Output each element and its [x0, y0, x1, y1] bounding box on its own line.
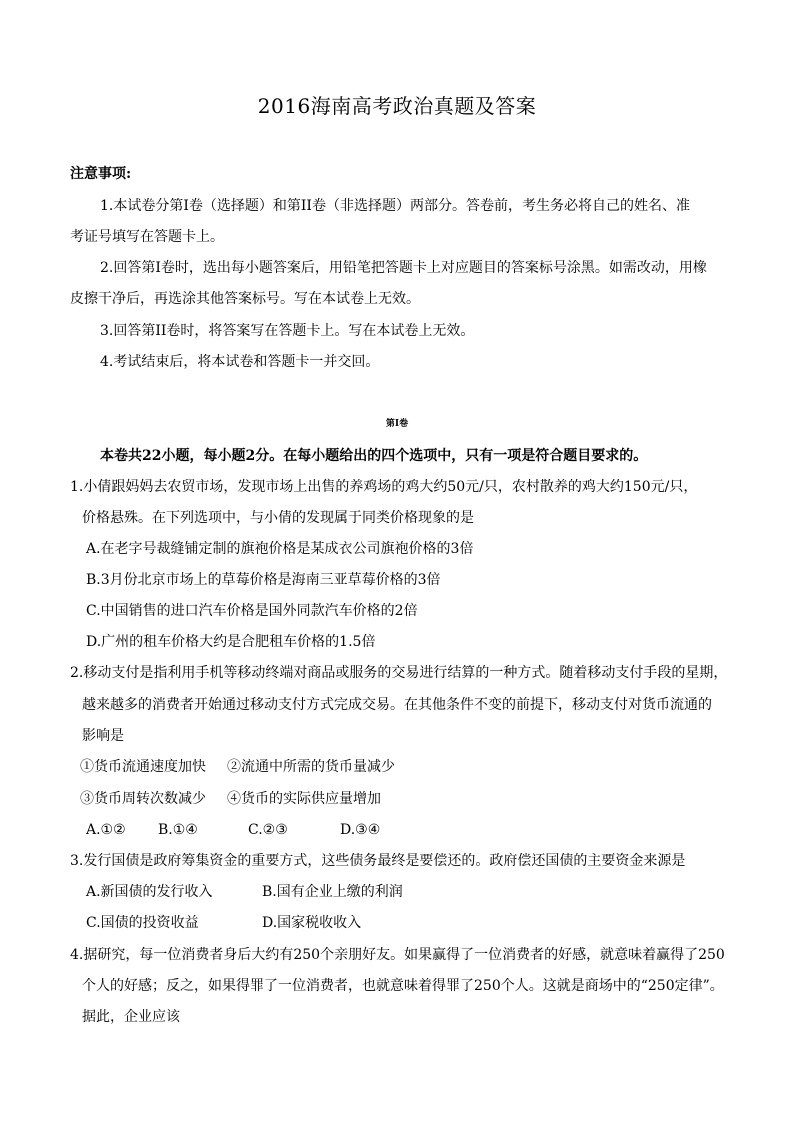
q2-statement-1: ①货币流通速度加快	[80, 759, 206, 775]
q2-option-b: B.①④	[158, 822, 198, 838]
notice-item-1-line-2: 考证号填写在答题卡上。	[70, 229, 224, 245]
q2-stem-line-2: 越来越多的消费者开始通过移动支付方式完成交易。在其他条件不变的前提下，移动支付对货币流通的	[82, 697, 712, 713]
notice-heading: 注意事项:	[70, 166, 132, 182]
q3-option-b: B.国有企业上缴的利润	[262, 884, 403, 900]
q1-option-c: C.中国销售的进口汽车价格是国外同款汽车价格的2倍	[86, 603, 418, 619]
section-title: 第I卷	[385, 419, 409, 429]
q4-stem-line-2: 个人的好感；反之，如果得罪了一位消费者，也就意味着得罪了250个人。这就是商场中的“250定律”。	[82, 978, 724, 994]
q4-stem-line-1: 4.据研究，每一位消费者身后大约有250个亲朋好友。如果赢得了一位消费者的好感，就意味着赢得了250	[70, 947, 725, 963]
notice-item-2-line-1: 2.回答第I卷时，选出每小题答案后，用铅笔把答题卡上对应题目的答案标号涂黑。如需改动，用橡	[100, 260, 707, 276]
document-title: 2016海南高考政治真题及答案	[257, 94, 537, 118]
q1-option-b: B.3月份北京市场上的草莓价格是海南三亚草莓价格的3倍	[86, 572, 441, 588]
q2-stem-line-3: 影响是	[82, 728, 124, 744]
q4-stem-line-3: 据此，企业应该	[82, 1009, 180, 1025]
q2-option-a: A.①②	[86, 822, 126, 838]
q1-option-d: D.广州的租车价格大约是合肥租车价格的1.5倍	[86, 634, 376, 650]
q3-option-d: D.国家税收收入	[262, 915, 362, 931]
q1-stem-line-2: 价格悬殊。在下列选项中，与小倩的发现属于同类价格现象的是	[82, 510, 474, 526]
q2-statement-4: ④货币的实际供应量增加	[227, 791, 381, 807]
q1-stem-line-1: 1.小倩跟妈妈去农贸市场，发现市场上出售的养鸡场的鸡大约50元/只，农村散养的鸡大约150元/只，	[70, 479, 698, 495]
section-instruction: 本卷共22小题，每小题2分。在每小题给出的四个选项中，只有一项是符合题目要求的。	[100, 448, 648, 464]
q3-option-c: C.国债的投资收益	[86, 915, 199, 931]
q2-stem-line-1: 2.移动支付是指利用手机等移动终端对商品或服务的交易进行结算的一种方式。随着移动支付手段的星期，	[70, 665, 728, 681]
notice-item-2-line-2: 皮擦干净后，再选涂其他答案标号。写在本试卷上无效。	[70, 291, 420, 307]
q2-option-c: C.②③	[248, 822, 288, 838]
q3-option-a: A.新国债的发行收入	[86, 884, 213, 900]
q2-statement-3: ③货币周转次数减少	[80, 791, 206, 807]
q2-statement-2: ②流通中所需的货币量减少	[227, 759, 395, 775]
notice-item-3: 3.回答第II卷时，将答案写在答题卡上。写在本试卷上无效。	[100, 323, 475, 339]
q3-stem: 3.发行国债是政府筹集资金的重要方式，这些债务最终是要偿还的。政府偿还国债的主要资金来源是	[70, 853, 686, 869]
q2-option-d: D.③④	[340, 822, 381, 838]
notice-item-4: 4.考试结束后，将本试卷和答题卡一并交回。	[100, 354, 380, 370]
q1-option-a: A.在老字号裁缝铺定制的旗袍价格是某成衣公司旗袍价格的3倍	[86, 541, 474, 557]
notice-item-1-line-1: 1.本试卷分第I卷（选择题）和第II卷（非选择题）两部分。答卷前，考生务必将自己的姓名、准	[100, 198, 690, 214]
